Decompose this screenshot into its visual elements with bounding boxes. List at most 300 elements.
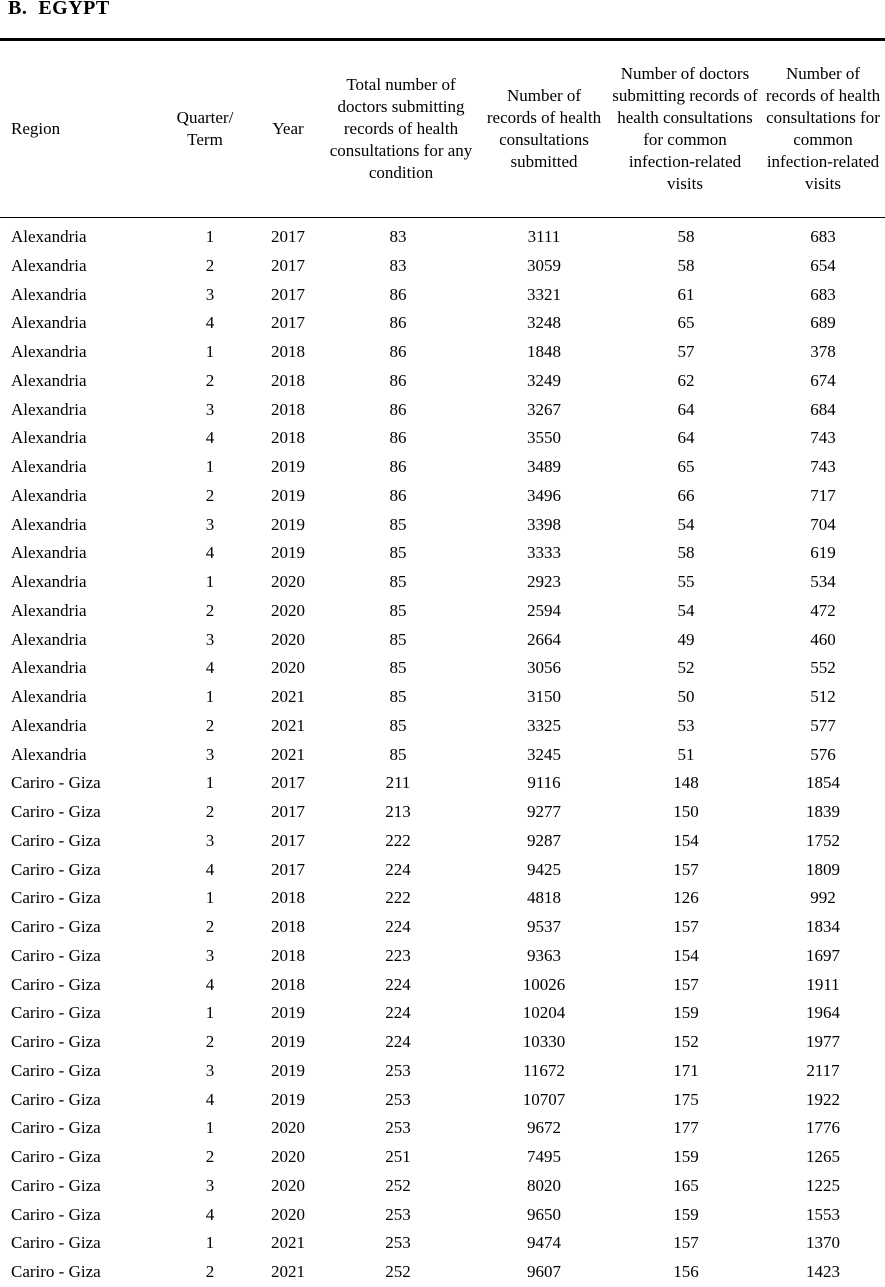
cell-quarter: 2 (205, 600, 215, 620)
table-row (0, 741, 885, 770)
cell-region: Alexandria (11, 370, 87, 390)
cell-records-infection: 1697 (806, 945, 840, 965)
cell-quarter: 4 (205, 428, 215, 448)
cell-quarter: 4 (205, 543, 215, 563)
cell-records-infection: 512 (810, 687, 836, 706)
cell-records: 2664 (527, 629, 561, 649)
cell-quarter: 3 (205, 830, 215, 850)
cell-quarter: 1 (205, 342, 215, 361)
table-row (0, 971, 885, 1000)
cell-records: 3489 (527, 457, 561, 476)
cell-region: Alexandria (11, 284, 87, 304)
table-row (0, 396, 885, 425)
cell-doctors-infection: 154 (673, 945, 699, 965)
cell-quarter: 1 (205, 888, 215, 908)
cell-year: 2018 (271, 399, 305, 419)
cell-doctors-infection: 157 (673, 974, 699, 994)
cell-year: 2021 (271, 1262, 305, 1281)
table-row (0, 453, 885, 482)
cell-region: Alexandria (11, 457, 87, 476)
cell-records-infection: 1809 (806, 859, 840, 879)
table-row (0, 856, 885, 885)
cell-year: 2021 (271, 687, 305, 706)
header-records-infection-label: Number of records of health consultations for common infection-related visits (765, 64, 881, 193)
cell-region: Cariro - Giza (11, 830, 101, 850)
cell-quarter: 1 (205, 1003, 215, 1023)
cell-year: 2019 (271, 1032, 305, 1051)
cell-doctors-infection: 159 (673, 1003, 699, 1023)
cell-total-doctors: 253 (385, 1089, 411, 1109)
cell-quarter: 3 (205, 284, 215, 304)
cell-doctors-infection: 157 (673, 917, 699, 936)
cell-total-doctors: 224 (385, 917, 411, 936)
cell-records-infection: 1776 (806, 1118, 840, 1138)
cell-quarter: 3 (205, 399, 215, 419)
cell-doctors-infection: 175 (673, 1089, 699, 1109)
cell-records: 10204 (522, 1003, 566, 1023)
cell-quarter: 2 (205, 715, 215, 735)
table-row (0, 1201, 885, 1230)
table-row (0, 798, 885, 827)
cell-records-infection: 472 (810, 600, 836, 620)
cell-quarter: 4 (205, 974, 215, 994)
cell-doctors-infection: 65 (677, 313, 695, 333)
table-row (0, 1057, 885, 1086)
cell-doctors-infection: 57 (677, 342, 695, 361)
cell-year: 2020 (271, 1118, 305, 1138)
cell-records: 9474 (527, 1233, 561, 1253)
cell-records-infection: 577 (810, 715, 836, 735)
cell-records: 3496 (527, 485, 561, 505)
cell-region: Alexandria (11, 687, 87, 706)
cell-year: 2018 (271, 917, 305, 936)
cell-total-doctors: 85 (389, 715, 407, 735)
cell-total-doctors: 85 (389, 543, 407, 563)
cell-year: 2017 (271, 227, 305, 246)
cell-records-infection: 717 (810, 485, 836, 505)
cell-doctors-infection: 55 (677, 572, 695, 591)
cell-year: 2019 (271, 543, 305, 563)
cell-year: 2020 (271, 600, 305, 620)
cell-year: 2021 (271, 744, 305, 764)
table-row (0, 942, 885, 971)
cell-total-doctors: 224 (385, 1032, 411, 1051)
table-row (0, 1172, 885, 1201)
cell-region: Cariro - Giza (11, 802, 101, 821)
cell-year: 2018 (271, 428, 305, 448)
cell-year: 2017 (271, 859, 305, 879)
table-row (0, 1028, 885, 1057)
cell-year: 2020 (271, 629, 305, 649)
cell-total-doctors: 252 (385, 1262, 411, 1281)
cell-records: 3111 (527, 227, 561, 246)
cell-quarter: 4 (205, 1089, 215, 1109)
table-row (0, 597, 885, 626)
cell-region: Cariro - Giza (11, 917, 101, 936)
cell-records-infection: 1977 (806, 1032, 840, 1051)
cell-quarter: 1 (205, 1233, 215, 1253)
cell-quarter: 3 (205, 945, 215, 965)
cell-total-doctors: 224 (385, 859, 411, 879)
cell-records-infection: 704 (810, 514, 836, 534)
cell-doctors-infection: 157 (673, 859, 699, 879)
cell-region: Alexandria (11, 715, 87, 735)
cell-doctors-infection: 64 (677, 399, 695, 419)
cell-region: Cariro - Giza (11, 888, 101, 908)
header-records-label: Number of records of health consultations submitted (486, 86, 602, 171)
cell-region: Alexandria (11, 658, 87, 678)
cell-records: 9277 (527, 802, 561, 821)
cell-region: Alexandria (11, 428, 87, 448)
header-region-label: Region (11, 119, 61, 138)
cell-quarter: 2 (205, 1032, 215, 1051)
cell-total-doctors: 85 (389, 744, 407, 764)
cell-records: 9287 (527, 830, 561, 850)
table-row (0, 367, 885, 396)
cell-records: 8020 (527, 1175, 561, 1195)
cell-region: Cariro - Giza (11, 1089, 101, 1109)
cell-year: 2019 (271, 485, 305, 505)
cell-records-infection: 1854 (806, 773, 840, 793)
cell-records-infection: 1752 (806, 830, 840, 850)
cell-records: 11672 (523, 1060, 565, 1080)
table-row (0, 482, 885, 511)
cell-year: 2019 (271, 457, 305, 476)
cell-records-infection: 684 (810, 399, 836, 419)
header-bottom-rule (0, 217, 885, 218)
cell-year: 2020 (271, 1175, 305, 1195)
cell-quarter: 3 (205, 514, 215, 534)
cell-total-doctors: 213 (385, 802, 411, 821)
table-row (0, 424, 885, 453)
cell-doctors-infection: 150 (673, 802, 699, 821)
cell-records: 9425 (527, 859, 561, 879)
table-row (0, 539, 885, 568)
cell-year: 2021 (271, 1233, 305, 1253)
cell-quarter: 4 (205, 1204, 215, 1224)
cell-doctors-infection: 53 (677, 715, 695, 735)
table-row (0, 511, 885, 540)
cell-records-infection: 619 (810, 543, 836, 563)
cell-doctors-infection: 62 (677, 370, 695, 390)
section-title: B. EGYPT (8, 0, 110, 19)
cell-records: 3059 (527, 255, 561, 275)
cell-records: 3245 (527, 744, 561, 764)
cell-year: 2017 (271, 284, 305, 304)
cell-records: 3398 (527, 514, 561, 534)
table-row (0, 338, 885, 367)
cell-total-doctors: 85 (389, 514, 407, 534)
cell-year: 2017 (271, 830, 305, 850)
cell-quarter: 3 (205, 1060, 215, 1080)
cell-records-infection: 460 (810, 629, 836, 649)
cell-records-infection: 743 (810, 428, 836, 448)
cell-records-infection: 654 (810, 255, 836, 275)
cell-year: 2020 (271, 1147, 305, 1166)
table-row (0, 1114, 885, 1143)
cell-records-infection: 378 (810, 342, 836, 361)
cell-quarter: 3 (205, 629, 215, 649)
cell-year: 2017 (271, 255, 305, 275)
cell-total-doctors: 86 (389, 313, 407, 333)
cell-doctors-infection: 159 (673, 1204, 699, 1224)
cell-quarter: 2 (205, 917, 215, 936)
cell-doctors-infection: 126 (673, 888, 699, 908)
header-quarter-label: Quarter/ Term (176, 108, 234, 149)
cell-region: Cariro - Giza (11, 1003, 101, 1023)
cell-total-doctors: 86 (389, 284, 407, 304)
cell-region: Cariro - Giza (11, 974, 101, 994)
table-row (0, 712, 885, 741)
cell-doctors-infection: 54 (677, 514, 695, 534)
cell-year: 2017 (271, 773, 305, 793)
cell-quarter: 4 (205, 658, 215, 678)
cell-total-doctors: 211 (385, 773, 411, 793)
table-row (0, 913, 885, 942)
cell-doctors-infection: 159 (673, 1147, 699, 1166)
header-quarter (170, 41, 240, 217)
cell-region: Alexandria (11, 342, 87, 361)
cell-year: 2018 (271, 974, 305, 994)
table-row (0, 769, 885, 798)
cell-doctors-infection: 61 (677, 284, 695, 304)
cell-records: 9116 (527, 773, 561, 793)
cell-total-doctors: 83 (389, 255, 407, 275)
cell-quarter: 2 (205, 370, 215, 390)
cell-records: 9537 (527, 917, 561, 936)
header-doctors-infection (612, 41, 758, 217)
cell-total-doctors: 85 (389, 629, 407, 649)
table-row (0, 683, 885, 712)
cell-records: 3150 (527, 687, 561, 706)
cell-records: 4818 (527, 888, 561, 908)
cell-doctors-infection: 49 (677, 629, 695, 649)
table-row (0, 1229, 885, 1258)
header-total-doctors-label: Total number of doctors submitting records of health consultations for any condition (329, 75, 473, 182)
cell-year: 2019 (271, 514, 305, 534)
header-year-label: Year (272, 119, 304, 138)
cell-records-infection: 1553 (806, 1204, 840, 1224)
cell-records: 2594 (527, 600, 561, 620)
cell-doctors-infection: 152 (673, 1032, 699, 1051)
cell-records-infection: 1911 (806, 974, 840, 994)
header-doctors-infection-label: Number of doctors submitting records of health consultations for common infection-related visits (612, 64, 758, 193)
cell-total-doctors: 253 (385, 1233, 411, 1253)
cell-doctors-infection: 156 (673, 1262, 699, 1281)
cell-total-doctors: 86 (389, 370, 407, 390)
cell-total-doctors: 85 (389, 600, 407, 620)
table-row (0, 1143, 885, 1172)
cell-total-doctors: 253 (385, 1204, 411, 1224)
cell-records: 2923 (527, 572, 561, 591)
table-row (0, 654, 885, 683)
cell-region: Cariro - Giza (11, 945, 101, 965)
cell-records: 3267 (527, 399, 561, 419)
cell-doctors-infection: 58 (677, 543, 695, 563)
table-row (0, 827, 885, 856)
cell-region: Alexandria (11, 629, 87, 649)
cell-records-infection: 1265 (806, 1147, 840, 1166)
cell-quarter: 4 (205, 859, 215, 879)
cell-quarter: 1 (205, 227, 215, 246)
cell-quarter: 4 (205, 313, 215, 333)
cell-year: 2020 (271, 658, 305, 678)
cell-region: Alexandria (11, 572, 87, 591)
cell-year: 2018 (271, 342, 305, 361)
cell-region: Cariro - Giza (11, 859, 101, 879)
cell-records: 9607 (527, 1262, 561, 1281)
cell-records-infection: 992 (810, 888, 836, 908)
cell-records: 1848 (527, 342, 561, 361)
cell-doctors-infection: 148 (673, 773, 699, 793)
cell-records: 10026 (522, 974, 566, 994)
cell-year: 2019 (271, 1060, 305, 1080)
cell-region: Cariro - Giza (11, 1118, 101, 1138)
cell-quarter: 2 (205, 1147, 215, 1166)
cell-year: 2018 (271, 945, 305, 965)
cell-doctors-infection: 66 (677, 485, 695, 505)
cell-region: Alexandria (11, 514, 87, 534)
cell-records: 10330 (522, 1032, 566, 1051)
cell-records: 9672 (527, 1118, 561, 1138)
cell-year: 2017 (271, 313, 305, 333)
cell-region: Alexandria (11, 227, 87, 246)
cell-records-infection: 1964 (806, 1003, 840, 1023)
cell-records-infection: 674 (810, 370, 836, 390)
cell-doctors-infection: 177 (673, 1118, 699, 1138)
table-row (0, 568, 885, 597)
cell-total-doctors: 85 (389, 687, 407, 706)
cell-records-infection: 552 (810, 658, 836, 678)
cell-year: 2020 (271, 572, 305, 591)
cell-records: 3321 (527, 284, 561, 304)
cell-region: Cariro - Giza (11, 1233, 101, 1253)
table-row (0, 252, 885, 281)
table-row (0, 1258, 885, 1287)
cell-records: 3248 (527, 313, 561, 333)
cell-doctors-infection: 58 (677, 255, 695, 275)
cell-records-infection: 743 (810, 457, 836, 476)
cell-records-infection: 1225 (806, 1175, 840, 1195)
cell-quarter: 2 (205, 255, 215, 275)
cell-region: Alexandria (11, 313, 87, 333)
cell-quarter: 1 (205, 773, 215, 793)
cell-doctors-infection: 165 (673, 1175, 699, 1195)
table-row (0, 1086, 885, 1115)
cell-year: 2018 (271, 888, 305, 908)
cell-year: 2018 (271, 370, 305, 390)
cell-total-doctors: 253 (385, 1060, 411, 1080)
cell-records: 3056 (527, 658, 561, 678)
header-year (262, 41, 314, 217)
cell-region: Alexandria (11, 600, 87, 620)
table-row (0, 223, 885, 252)
cell-total-doctors: 86 (389, 399, 407, 419)
cell-total-doctors: 223 (385, 945, 411, 965)
cell-region: Alexandria (11, 744, 87, 764)
cell-quarter: 1 (205, 687, 215, 706)
cell-records-infection: 1370 (806, 1233, 840, 1253)
cell-total-doctors: 224 (385, 974, 411, 994)
cell-total-doctors: 251 (385, 1147, 411, 1166)
table-row (0, 999, 885, 1028)
cell-quarter: 3 (205, 744, 215, 764)
table-row (0, 626, 885, 655)
cell-region: Alexandria (11, 399, 87, 419)
cell-quarter: 2 (205, 485, 215, 505)
cell-region: Cariro - Giza (11, 1147, 101, 1166)
cell-year: 2019 (271, 1003, 305, 1023)
cell-quarter: 1 (205, 572, 215, 591)
cell-records-infection: 683 (810, 227, 836, 246)
cell-records: 3325 (527, 715, 561, 735)
cell-region: Alexandria (11, 543, 87, 563)
cell-year: 2021 (271, 715, 305, 735)
table-body (0, 223, 885, 1287)
cell-region: Cariro - Giza (11, 1060, 101, 1080)
cell-region: Cariro - Giza (11, 1204, 101, 1224)
cell-records-infection: 534 (810, 572, 836, 591)
header-records-infection (764, 41, 882, 217)
cell-total-doctors: 83 (389, 227, 407, 246)
cell-region: Cariro - Giza (11, 1262, 101, 1281)
cell-doctors-infection: 52 (677, 658, 695, 678)
cell-total-doctors: 86 (389, 342, 407, 361)
cell-quarter: 1 (205, 457, 215, 476)
cell-doctors-infection: 51 (677, 744, 695, 764)
cell-total-doctors: 252 (385, 1175, 411, 1195)
cell-records: 10707 (522, 1089, 566, 1109)
table-row (0, 281, 885, 310)
table-row (0, 309, 885, 338)
cell-year: 2019 (271, 1089, 305, 1109)
cell-total-doctors: 86 (389, 485, 407, 505)
table-row (0, 884, 885, 913)
cell-records-infection: 576 (810, 744, 836, 764)
cell-region: Cariro - Giza (11, 773, 101, 793)
cell-region: Alexandria (11, 485, 87, 505)
cell-total-doctors: 253 (385, 1118, 411, 1138)
table-header (0, 41, 885, 217)
cell-records-infection: 1423 (806, 1262, 840, 1281)
cell-records-infection: 1834 (806, 917, 840, 936)
cell-records-infection: 689 (810, 313, 836, 333)
cell-year: 2017 (271, 802, 305, 821)
cell-total-doctors: 86 (389, 428, 407, 448)
cell-total-doctors: 85 (389, 572, 407, 591)
cell-total-doctors: 222 (385, 830, 411, 850)
cell-records-infection: 683 (810, 284, 836, 304)
cell-doctors-infection: 54 (677, 600, 695, 620)
cell-doctors-infection: 65 (677, 457, 695, 476)
cell-total-doctors: 86 (389, 457, 407, 476)
cell-records: 7495 (527, 1147, 561, 1166)
cell-quarter: 2 (205, 1262, 215, 1281)
cell-region: Alexandria (11, 255, 87, 275)
header-region (11, 41, 151, 217)
cell-total-doctors: 224 (385, 1003, 411, 1023)
cell-quarter: 2 (205, 802, 215, 821)
header-records (486, 41, 602, 217)
cell-doctors-infection: 58 (677, 227, 695, 246)
cell-region: Cariro - Giza (11, 1175, 101, 1195)
cell-records: 3550 (527, 428, 561, 448)
cell-records: 3333 (527, 543, 561, 563)
cell-doctors-infection: 50 (677, 687, 695, 706)
cell-records-infection: 1922 (806, 1089, 840, 1109)
cell-region: Cariro - Giza (11, 1032, 101, 1051)
cell-total-doctors: 85 (389, 658, 407, 678)
